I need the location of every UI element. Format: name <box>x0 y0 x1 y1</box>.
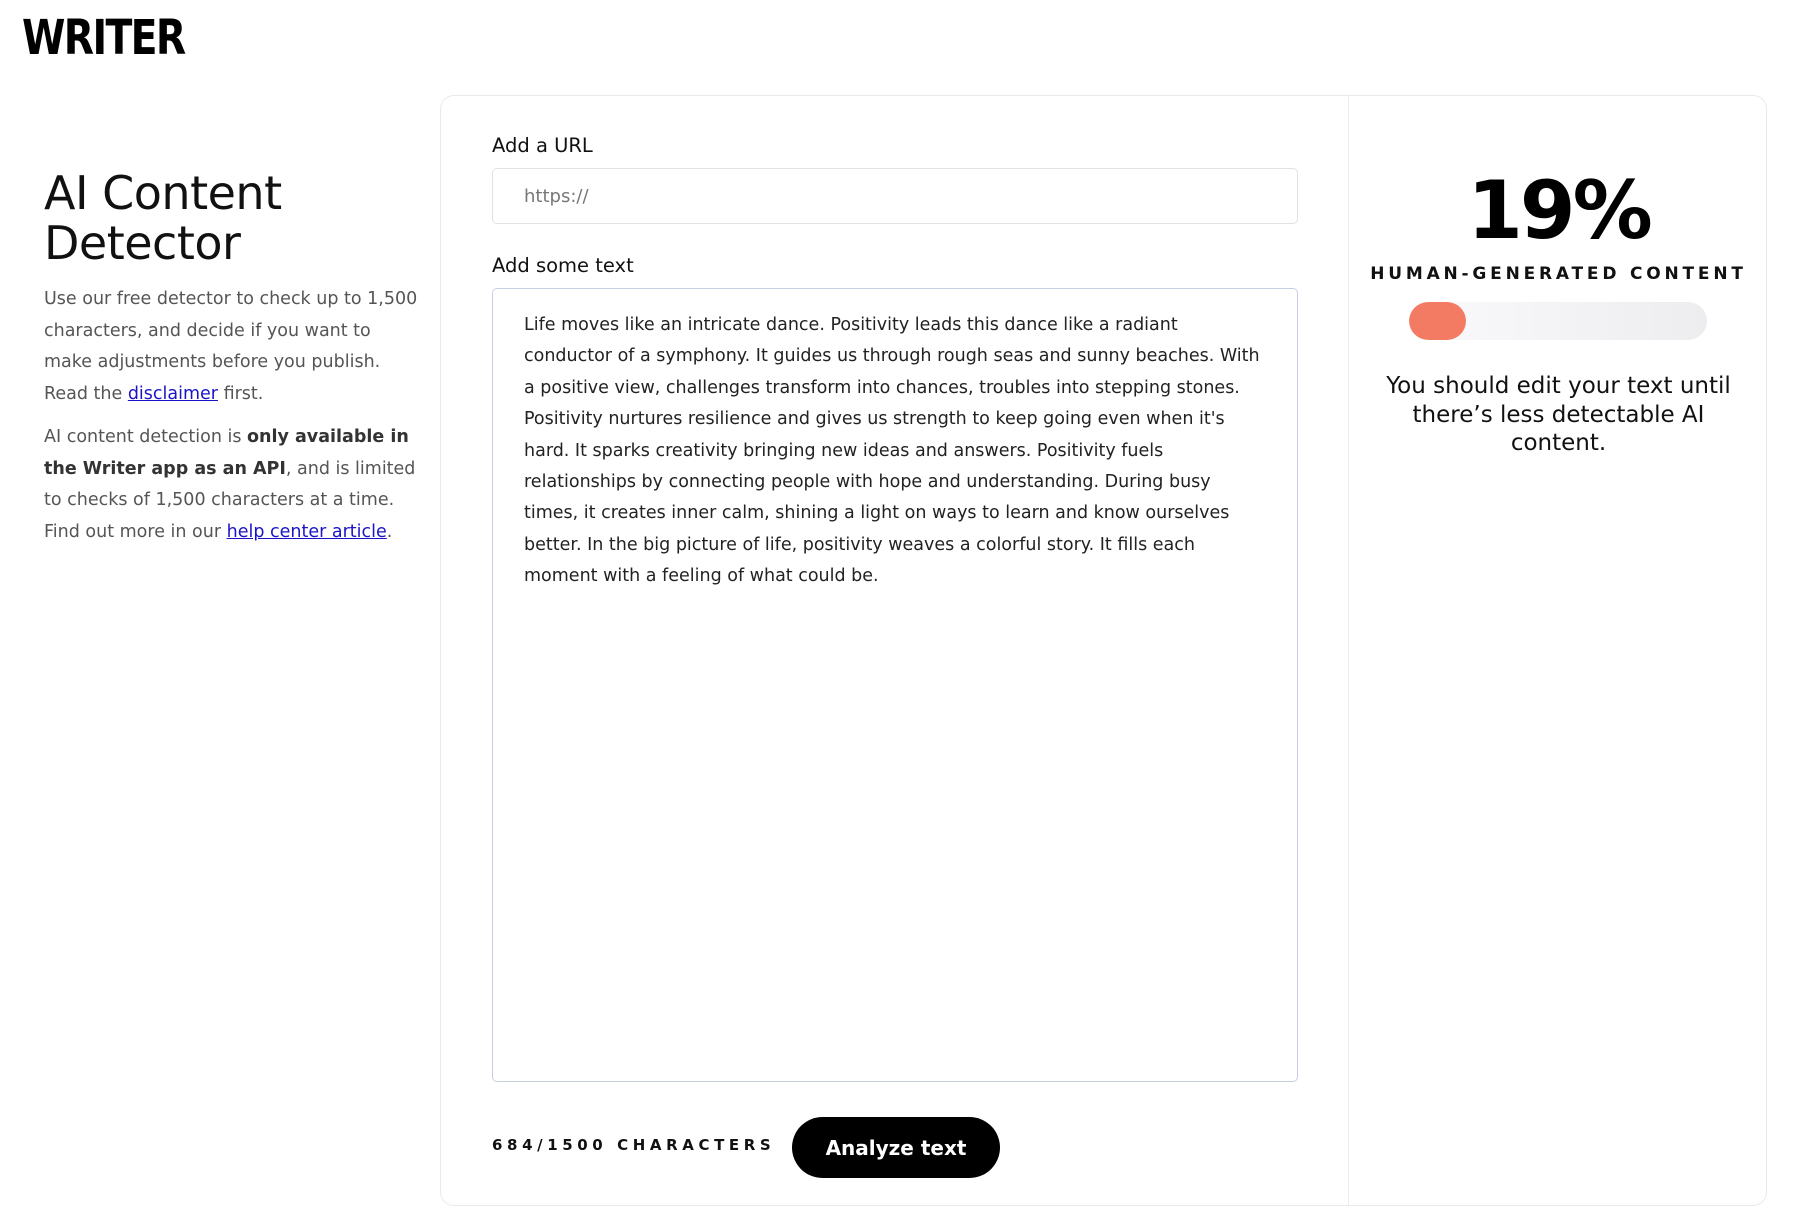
character-count: 684/1500 CHARACTERS <box>492 1136 776 1154</box>
intro-description <box>44 284 424 410</box>
writer-logo[interactable]: WRITER <box>22 10 185 66</box>
analyze-text-button[interactable]: Analyze text <box>792 1117 1000 1178</box>
advice-text: You should edit your text until there’s less detectable AI content. <box>1386 373 1731 456</box>
help-center-link[interactable]: help center article <box>226 521 387 542</box>
intro-text: Use our free detector to check up to 1,500 characters, and decide if you want to make adjustments before you publish. Read the <box>44 289 418 404</box>
api-note-bold: only available in the Writer app as an API <box>44 427 409 479</box>
intro-section <box>44 168 424 548</box>
api-note <box>44 422 424 548</box>
results-panel <box>1349 96 1768 1205</box>
meter-fill <box>1409 302 1466 340</box>
api-note-text: AI content detection is <box>44 427 248 447</box>
url-label: Add a URL <box>492 134 593 157</box>
human-percentage: 19% <box>1467 164 1650 257</box>
url-input[interactable] <box>492 168 1298 224</box>
human-content-meter <box>1409 302 1707 340</box>
text-input[interactable]: Life moves like an intricate dance. Positivity leads this dance like a radiant conductor of a symphony. It guides us through rough seas and sunny beaches. With a positive view, challenges transform into chances, troubles into stepping stones. Positivity nurtures resilience and gives us strength to keep going even when it's hard. It sparks creativity bringing new ideas and answers. Positivity fuels relationships by connecting people with hope and understanding. During busy times, it creates inner calm, shining a light on ways to learn and know ourselves better. In the big picture of life, positivity weaves a colorful story. It fills each moment with a feeling of what could be. <box>492 288 1298 1082</box>
api-note-middle: , and is limited to checks of 1,500 characters at a time. Find out more in our <box>44 458 416 542</box>
detector-card <box>440 95 1767 1206</box>
human-generated-label: HUMAN-GENERATED CONTENT <box>1370 264 1747 284</box>
text-label: Add some text <box>492 254 634 277</box>
disclaimer-link[interactable]: disclaimer <box>127 383 218 404</box>
intro-text-end: first. <box>218 383 264 404</box>
page-title: AI Content Detector <box>44 166 282 270</box>
api-note-end: . <box>386 521 393 542</box>
